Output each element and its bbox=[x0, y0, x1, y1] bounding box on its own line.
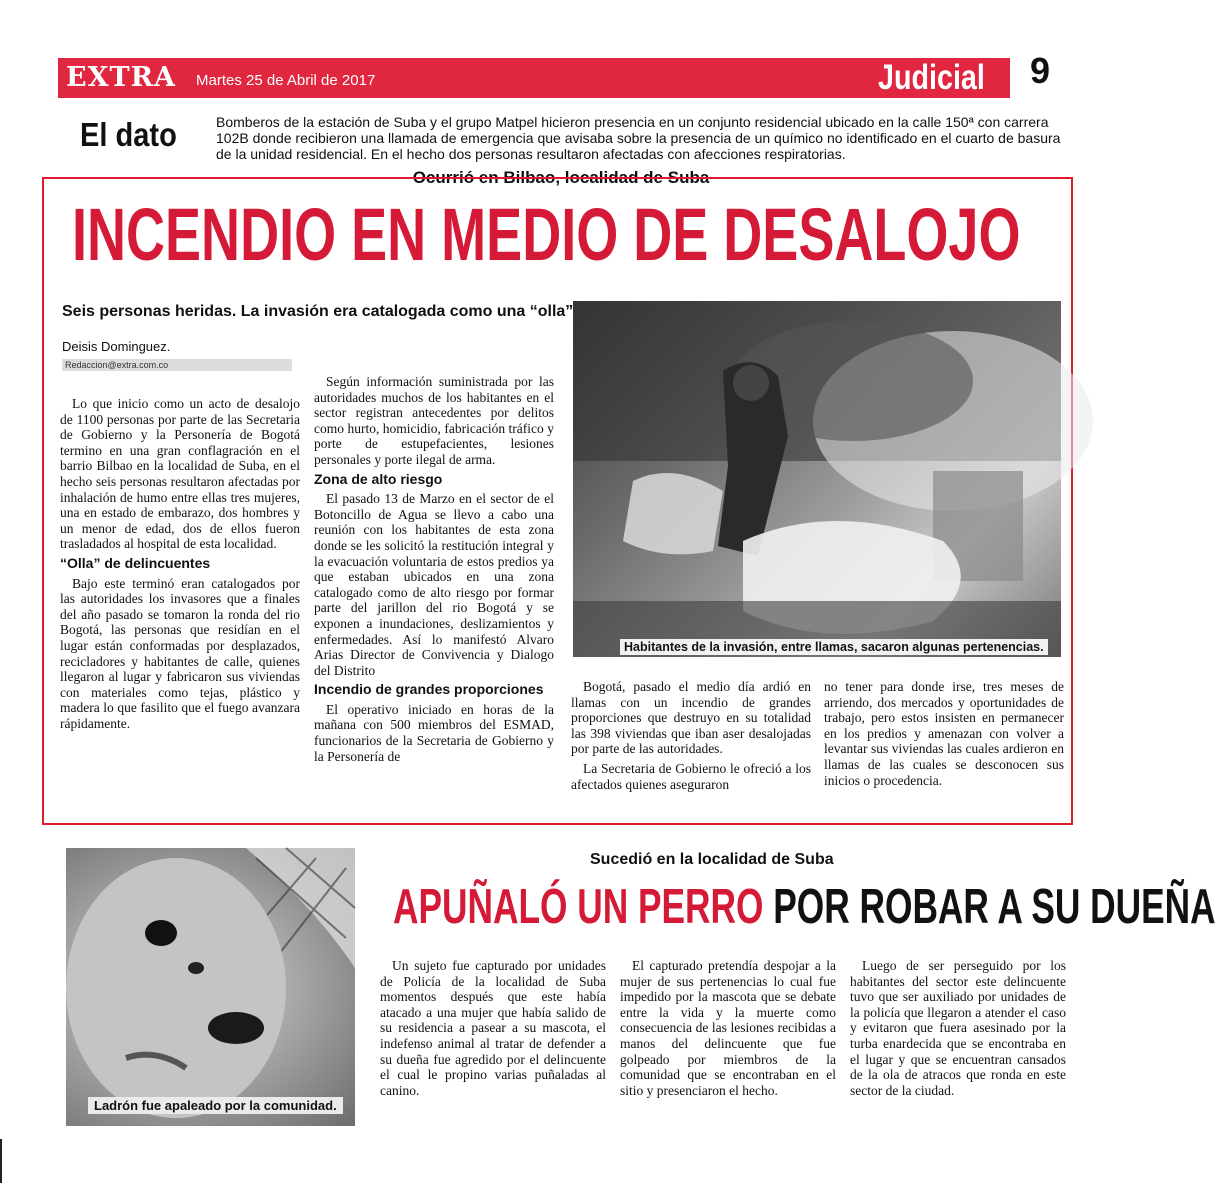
page-edge-mark bbox=[0, 1139, 2, 1183]
fire-photo bbox=[573, 301, 1061, 657]
photo-caption: Habitantes de la invasión, entre llamas, sacaron algunas pertenencias. bbox=[620, 639, 1048, 655]
thief-face-illustration bbox=[66, 848, 355, 1126]
issue-date: Martes 25 de Abril de 2017 bbox=[196, 72, 376, 89]
article-column-4 bbox=[824, 679, 1064, 792]
paragraph: Según información suministrada por las autoridades muchos de los habitantes en el sector registran antecedentes por delitos como hurto, homicidio, fabricación tráfico y porte de estupefacientes, lesiones personales y porte ilegal de arma. bbox=[314, 374, 554, 467]
article-kicker: Ocurrió en Bilbao, localidad de Suba bbox=[412, 168, 710, 187]
paragraph: La Secretaria de Gobierno le ofreció a los afectados quienes aseguraron bbox=[571, 760, 811, 792]
section-heading: “Olla” de delincuentes bbox=[60, 554, 211, 571]
article-kicker: Sucedió en la localidad de Suba bbox=[590, 851, 834, 868]
section-heading: Incendio de grandes proporciones bbox=[314, 681, 544, 698]
article-column-3 bbox=[850, 958, 1066, 1102]
paragraph: Bajo este terminó eran catalogados por las autoridades los invasores que a finales del año pasado se tomaron la ronda del rio Bogotá, las personas que residían en el lugar están conformadas por desplazados, recicladores y habitantes de calle, quienes llegaron al lugar y fabricaron sus viviendas con materiales como tejas, plástico y madera lo que fasilito que el fuego avanzara rápidamente. bbox=[60, 575, 300, 731]
paragraph: Luego de ser perseguido por los habitantes del sector este delincuente tuvo que ser auxiliado por unidades de la policía que llegaron a atender el caso y evitaron que fuera asesinado por la turba enardecida que se encontraba en el lugar y que se encuentran cansados de la ola de atracos que ronda en este sector de la ciudad. bbox=[850, 958, 1066, 1098]
paragraph: El operativo iniciado en horas de la mañana con 500 miembros del ESMAD, funcionarios de la Secretaria de Gobierno y la Personería de bbox=[314, 701, 554, 764]
article-column-1 bbox=[380, 958, 606, 1102]
paragraph: Bogotá, pasado el medio día ardió en llamas con un incendio de grandes proporciones que destruyo en su totalidad las 398 viviendas que iban aser desalojadas por parte de las autoridades. bbox=[571, 679, 811, 757]
article-column-3 bbox=[571, 679, 811, 796]
article-column-2 bbox=[620, 958, 836, 1102]
dato-text: Bomberos de la estación de Suba y el grupo Matpel hicieron presencia en un conjunto residencial ubicado en la calle 150ª con carrera 102B donde recibieron una llamada de emergencia que avisaba sobre la presencia de un químico no identificado en el cuarto de basura de la unidad residencial. En el hecho dos personas resultaron afectadas con afecciones respiratorias. bbox=[216, 114, 1061, 162]
article-headline bbox=[393, 877, 1216, 937]
article-column-2 bbox=[314, 374, 554, 768]
paragraph: El capturado pretendía despojar a la mujer de sus pertenencias lo cual fue impedido por la mascota que se debate entre la vida y la muerte como consecuencia de las lesiones recibidas a manos del delincuente que fue golpeado por miembros de la comunidad que se encontraban en el sitio y presenciaron el hecho. bbox=[620, 958, 836, 1098]
photo-caption: Ladrón fue apaleado por la comunidad. bbox=[88, 1097, 343, 1114]
article-headline: INCENDIO EN MEDIO DE DESALOJO bbox=[72, 193, 1021, 276]
paragraph: no tener para donde irse, tres meses de arriendo, dos mercados y oportunidades de trabajo, pero estos insisten en permanecer en los predios y amenazan con volver a levantar sus viviendas las cuales ardieron en llamas de las cuales se desconocen sus inicios o procedencia. bbox=[824, 679, 1064, 788]
article-subhead: Seis personas heridas. La invasión era catalogada como una “olla” bbox=[62, 303, 574, 320]
article-author: Deisis Dominguez. bbox=[62, 339, 171, 354]
section-heading: Zona de alto riesgo bbox=[314, 470, 443, 487]
section-title: Judicial bbox=[878, 58, 985, 97]
paragraph: El pasado 13 de Marzo en el sector de el Botoncillo de Agua se llevo a cabo una reunión con los habitantes de esta zona donde se les solicitó la restitución integral y la evacuación voluntaria de estos predios ya que estaban ubicados en una zona catalogado como de alto riesgo por formar parte del jarillon del rio Bogotá y se exponen a inundaciones, deslizamientos y enfermedades. Así lo manifestó Alvaro Arias Director de Convivencia y Dialogo del Distrito bbox=[314, 491, 554, 678]
author-email: Redaccion@extra.com.co bbox=[62, 359, 292, 371]
article-column-1 bbox=[60, 396, 300, 735]
headline-black-part: POR ROBAR A SU DUEÑA bbox=[773, 880, 1216, 934]
dato-label: El dato bbox=[80, 116, 177, 153]
paragraph: Un sujeto fue capturado por unidades de Policía de la localidad de Suba momentos después que este había atacado a una mujer que había salido de su residencia a pasear a su mascota, el indefenso animal al tratar de defender a su dueña fue agredido por el delincuente el cual le propino varias puñaladas al canino. bbox=[380, 958, 606, 1098]
thief-photo bbox=[66, 848, 355, 1126]
fire-scene-illustration bbox=[573, 301, 1061, 657]
headline-red-part: APUÑALÓ UN PERRO bbox=[393, 880, 764, 934]
paragraph: Lo que inicio como un acto de desalojo de 1100 personas por parte de las Secretaria de Gobierno y la Personería de Bogotá termino en una gran conflagración en el barrio Bilbao en la localidad de Suba, en el hecho seis personas resultaron afectadas por inhalación de humo entre ellas tres mujeres, una en estado de embarazo, dos hombres y un menor de edad, dos de ellos fueron trasladados al hospital de esta localidad. bbox=[60, 396, 300, 552]
page-number: 9 bbox=[1030, 50, 1051, 91]
newspaper-logo: EXTRA bbox=[66, 62, 177, 93]
